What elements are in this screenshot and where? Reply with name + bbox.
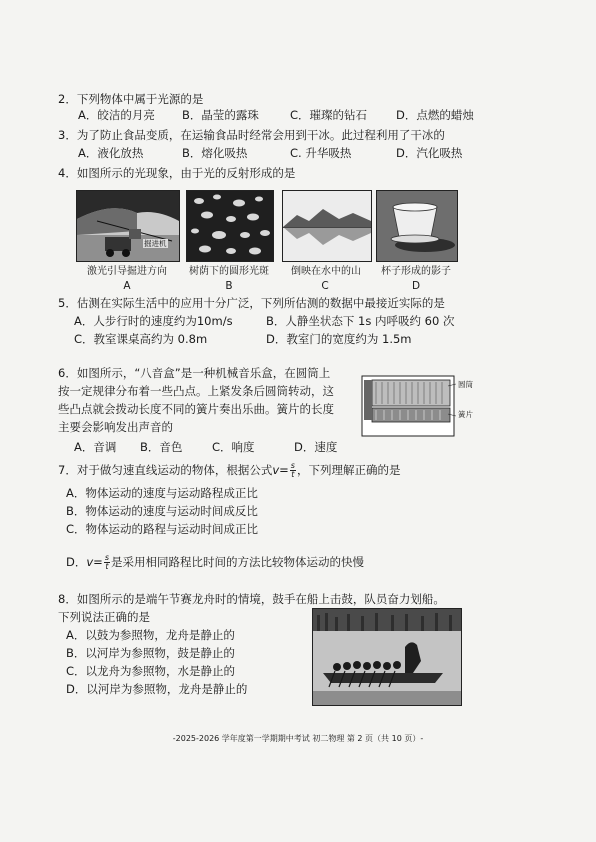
q4-image-d-cup-shadow: [376, 190, 458, 262]
q7-stem-pre: 7．对于做匀速直线运动的物体，根据公式: [58, 463, 273, 477]
q6-music-box-figure: [360, 372, 456, 440]
q4-image-b-light-spots: [186, 190, 274, 262]
q6-label-cylinder: 圆筒: [458, 380, 473, 389]
q4-caption-c: 倒映在水中的山: [291, 266, 361, 277]
q4-stem: 4．如图所示的光现象，由于光的反射形成的是: [58, 166, 296, 180]
q2-option-c: C．璀璨的钻石: [290, 108, 368, 122]
q2-option-a: A．皎洁的月亮: [78, 108, 155, 122]
q7-option-d-text: 是采用相同路程比时间的方法比较物体运动的快慢: [110, 555, 364, 569]
q7-option-d-den: t: [105, 562, 109, 571]
q8-image-dragon-boat: [312, 608, 462, 706]
q6-stem-line-2: 按一定规律分布着一些凸点。上紧发条后圆筒转动，这: [58, 384, 334, 398]
q8-option-b: B．以河岸为参照物，鼓是静止的: [66, 646, 235, 660]
q2-option-b: B．晶莹的露珠: [182, 108, 259, 122]
q8-option-c: C．以龙舟为参照物，水是静止的: [66, 664, 236, 678]
q7-option-d-num: s: [104, 553, 109, 562]
q4-image-c-reflection: [282, 190, 372, 262]
q4-machine-label: 掘进机: [144, 239, 167, 248]
q6-stem-line-1: 6．如图所示，“八音盒”是一种机械音乐盒，在圆筒上: [58, 366, 331, 380]
q7-option-a: A．物体运动的速度与运动路程成正比: [66, 486, 258, 500]
q5-option-c: C．教室课桌高约为 0.8m: [74, 332, 208, 346]
q2-option-d: D．点燃的蜡烛: [396, 108, 474, 122]
q6-option-a: A．音调: [74, 440, 117, 454]
q6-stem-line-4: 主要会影响发出声音的: [58, 420, 173, 434]
q6-option-b: B．音色: [140, 440, 183, 454]
q7-stem-post: ，下列理解正确的是: [296, 463, 401, 477]
q6-option-c: C．响度: [212, 440, 255, 454]
q4-letter-c: C: [321, 280, 329, 292]
q3-option-d: D．汽化吸热: [396, 146, 463, 160]
q5-option-a: A．人步行时的速度约为10m/s: [74, 314, 233, 328]
q7-formula-fraction: [290, 462, 296, 479]
q7-option-b: B．物体运动的速度与运动时间成反比: [66, 504, 258, 518]
q7-option-d-prefix: D．: [66, 555, 87, 569]
q8-option-a: A．以鼓为参照物，龙舟是静止的: [66, 628, 235, 642]
q5-stem: 5．估测在实际生活中的应用十分广泛，下列所估测的数据中最接近实际的是: [58, 296, 445, 310]
q4-letter-b: B: [225, 280, 233, 292]
q7-stem: [58, 462, 400, 479]
q3-option-a: A．液化放热: [78, 146, 144, 160]
q7-formula-den: t: [291, 470, 295, 479]
page-footer: -2025-2026 学年度第一学期期中考试 初二物理 第 2 页（共 10 页）-: [172, 734, 424, 743]
q6-stem-line-3: 些凸点就会拨动长度不同的簧片奏出乐曲。簧片的长度: [58, 402, 334, 416]
q3-option-c: C. 升华吸热: [290, 146, 352, 160]
q7-option-d-fraction: [104, 554, 110, 571]
q8-stem-line-1: 8．如图所示的是端午节赛龙舟时的情境，鼓手在船上击鼓，队员奋力划船。: [58, 592, 445, 606]
q8-option-d: D．以河岸为参照物，龙舟是静止的: [66, 682, 248, 696]
q2-stem: 2．下列物体中属于光源的是: [58, 92, 204, 106]
q7-formula-lhs: v=: [272, 463, 289, 477]
q7-option-c: C．物体运动的路程与运动时间成正比: [66, 522, 259, 536]
q5-option-d: D．教室门的宽度约为 1.5m: [266, 332, 412, 346]
q7-formula-num: s: [290, 461, 295, 470]
q4-caption-b: 树荫下的圆形光斑: [189, 266, 269, 277]
q3-option-b: B．熔化吸热: [182, 146, 248, 160]
q6-option-d: D．速度: [294, 440, 338, 454]
q8-stem-line-2: 下列说法正确的是: [58, 610, 150, 624]
q5-option-b: B．人静坐状态下 1s 内呼吸约 60 次: [266, 314, 455, 328]
q4-image-a-laser-tunnel: [76, 190, 180, 262]
q3-stem: 3．为了防止食品变质，在运输食品时经常会用到干冰。此过程利用了干冰的: [58, 128, 445, 142]
q4-caption-a: 激光引导掘进方向: [87, 266, 167, 277]
q4-letter-a: A: [123, 280, 131, 292]
q7-option-d-lhs: v=: [86, 555, 103, 569]
q4-caption-d: 杯子形成的影子: [381, 266, 451, 277]
q6-label-reed: 簧片: [458, 410, 473, 419]
q4-letter-d: D: [411, 280, 421, 292]
q7-option-d: [66, 554, 364, 571]
